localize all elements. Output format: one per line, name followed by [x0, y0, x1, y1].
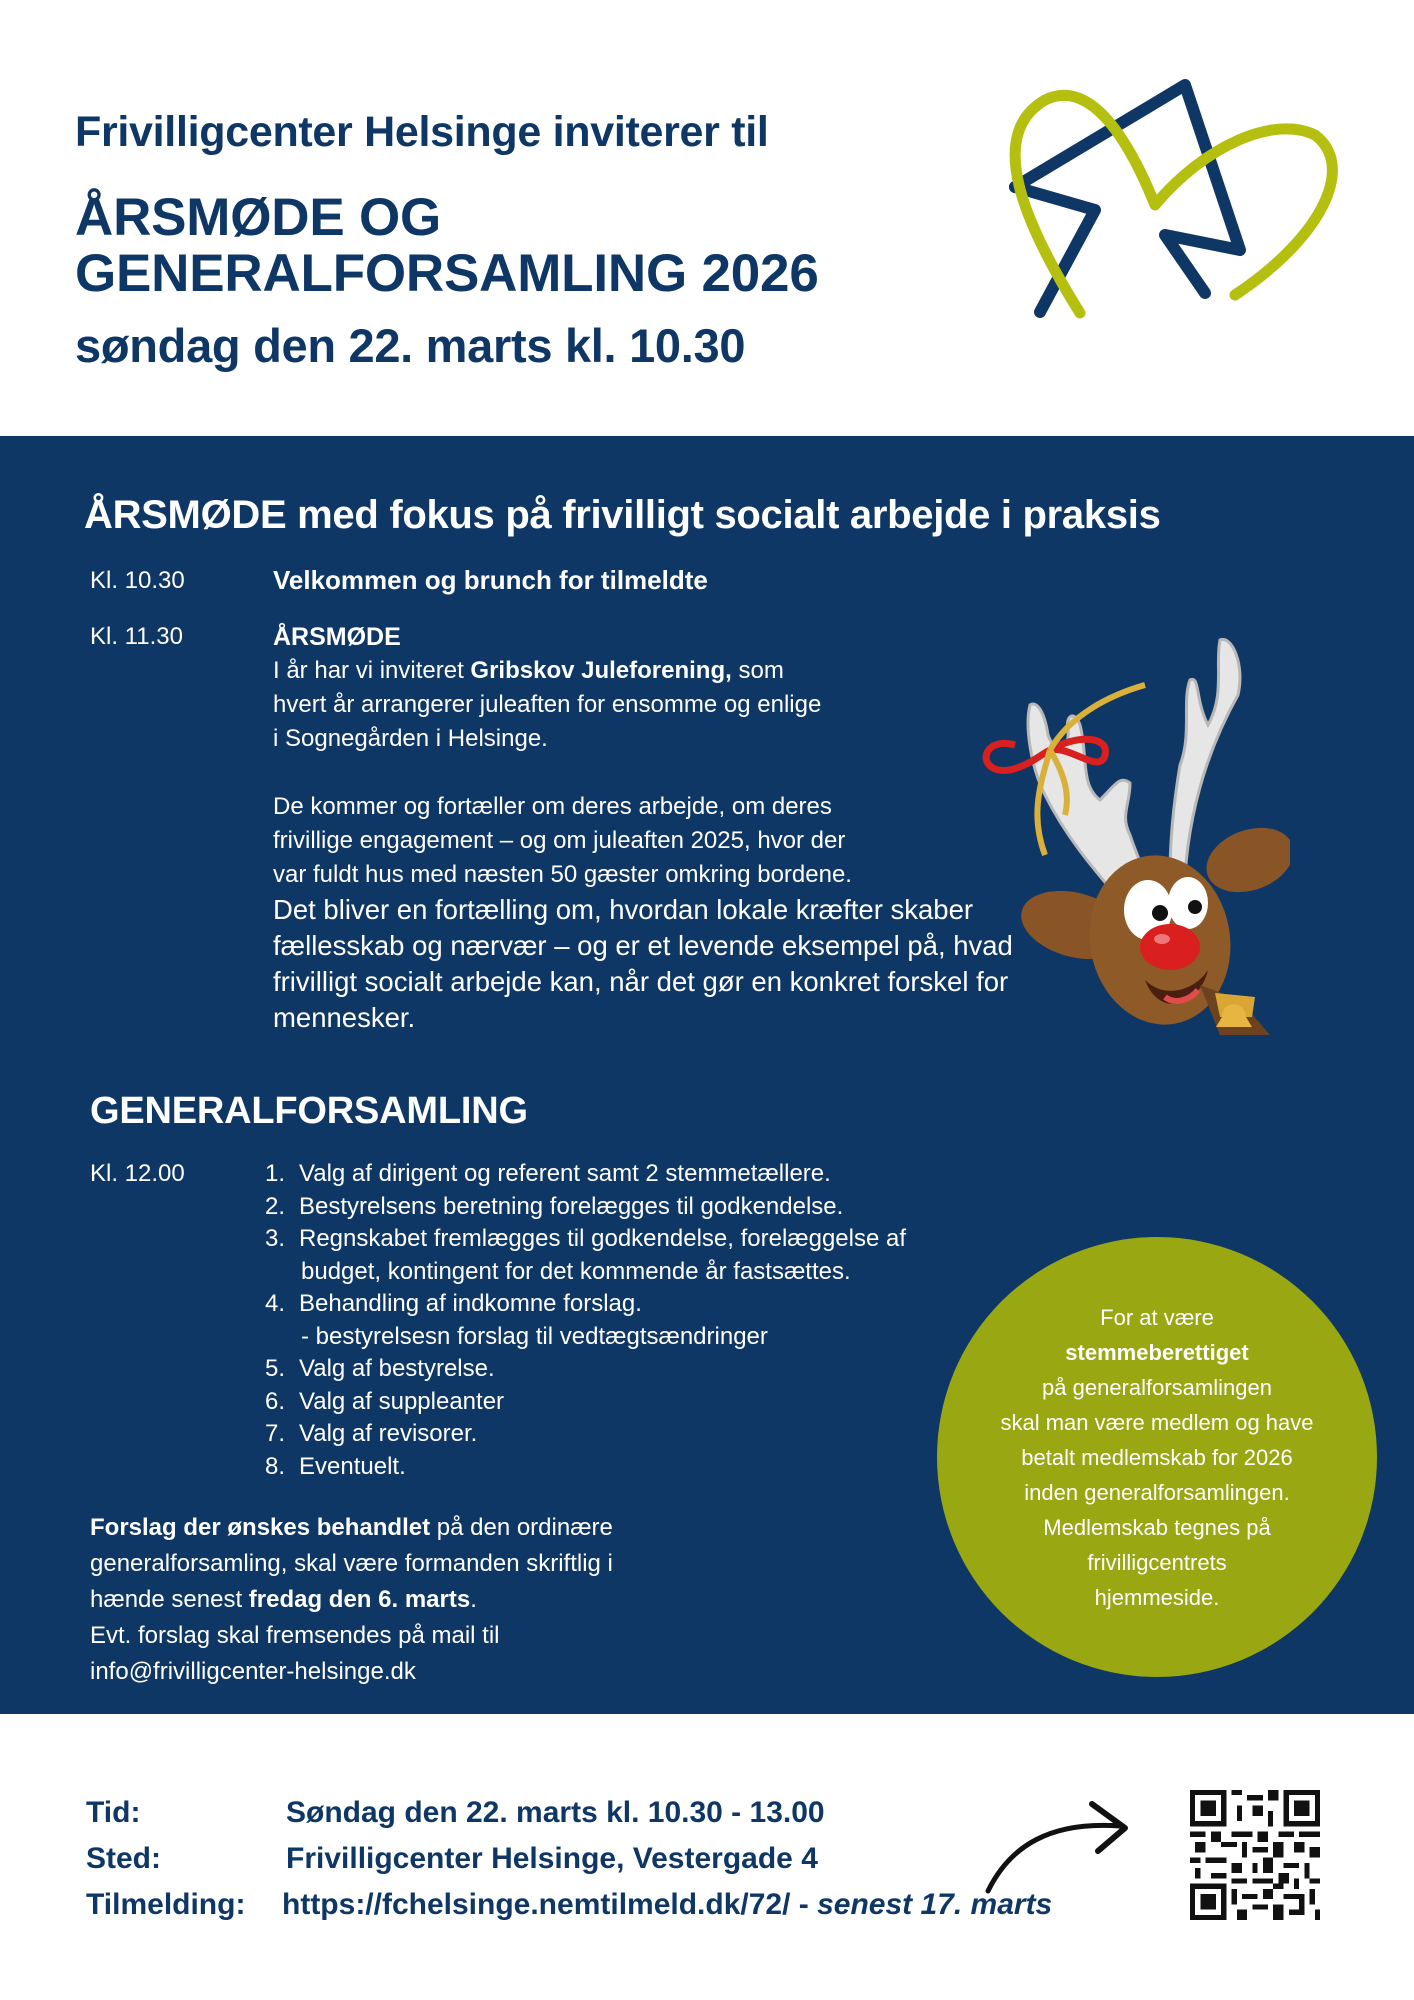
intro-text: Frivilligcenter Helsinge inviterer til [75, 108, 769, 156]
text: Medlemskab tegnes på [1043, 1514, 1271, 1540]
agenda-item: 6. Valg af suppleanter [265, 1387, 505, 1415]
proposals-note [90, 1510, 730, 1690]
agenda-item: 5. Valg af bestyrelse. [265, 1355, 495, 1382]
text: betalt medlemskab for 2026 [1021, 1444, 1293, 1470]
agenda-item: 7. Valg af revisorer. [265, 1420, 478, 1447]
agenda-item: 8. Eventuelt. [265, 1452, 406, 1480]
text: skal man være medlem og have [1000, 1409, 1314, 1435]
text: var fuldt hus med næsten 50 gæster omkring bordene. [273, 861, 852, 888]
agenda-item: 2. Bestyrelsens beretning forelægges til godkendelse. [265, 1192, 844, 1220]
arsmode-heading: ÅRSMØDE med fokus på frivilligt socialt arbejde i praksis [84, 493, 1161, 537]
info-row-signup [86, 1882, 1052, 1928]
value: Søndag den 22. marts kl. 10.30 - 13.00 [286, 1796, 825, 1829]
agenda-item: 4. Behandling af indkomne forslag. [265, 1290, 642, 1317]
info-row-place [86, 1836, 1052, 1882]
agenda-list [265, 1158, 1025, 1483]
email-link[interactable]: info@frivilligcenter-helsinge.dk [90, 1658, 416, 1685]
reindeer-icon [970, 625, 1290, 1035]
text: . [470, 1586, 477, 1613]
agenda-item: 3. Regnskabet fremlægges til godkendelse, forelæggelse af [265, 1225, 907, 1252]
curved-arrow-icon [980, 1796, 1140, 1906]
time-label: Kl. 11.30 [90, 623, 183, 650]
generalforsamling-heading: GENERALFORSAMLING [90, 1090, 528, 1132]
heart-arrow-logo-icon [985, 75, 1355, 365]
text: hjemmeside. [1094, 1584, 1220, 1610]
page-title [75, 190, 819, 302]
text: på generalforsamlingen [1042, 1374, 1272, 1400]
text: hvert år arrangerer juleaften for ensomme og enlige [273, 691, 822, 718]
title-line-2: GENERALFORSAMLING 2026 [75, 244, 819, 303]
text: generalforsamling, skal være formanden skriftlig i [90, 1550, 613, 1577]
label: Sted: [86, 1842, 161, 1875]
text: frivillige engagement – og om juleaften 2025, hvor der [273, 827, 846, 854]
text: i Sognegården i Helsinge. [273, 725, 548, 752]
agenda-item-continuation: - bestyrelsesn forslag til vedtægtsændringer [301, 1322, 768, 1350]
time-label: Kl. 10.30 [90, 567, 185, 594]
event-date: søndag den 22. marts kl. 10.30 [75, 319, 746, 372]
label: Tid: [86, 1796, 141, 1829]
text: som [731, 657, 784, 684]
arsmode-subheading: ÅRSMØDE [273, 623, 401, 651]
welcome-item: Velkommen og brunch for tilmeldte [273, 565, 708, 595]
info-row-time [86, 1790, 1052, 1836]
event-info [86, 1790, 1052, 1928]
text: på den ordinære [430, 1514, 613, 1541]
text: hænde senest [90, 1586, 249, 1613]
text: De kommer og fortæller om deres arbejde, om deres [273, 793, 832, 820]
text: Forslag der ønskes behandlet [90, 1514, 431, 1541]
separator: - [790, 1888, 818, 1921]
label: Tilmelding: [86, 1888, 246, 1921]
text: mennesker. [273, 1002, 416, 1033]
agenda-item: 1. Valg af dirigent og referent samt 2 stemmetællere. [265, 1160, 831, 1187]
agenda-item-continuation: budget, kontingent for det kommende år fastsættes. [301, 1257, 851, 1285]
text: inden generalforsamlingen. [1024, 1479, 1290, 1505]
text: frivilligt socialt arbejde kan, når det gør en konkret forskel for [273, 966, 1009, 997]
voting-rights-circle [937, 1237, 1377, 1677]
deadline: fredag den 6. marts [248, 1586, 471, 1613]
text: Evt. forslag skal fremsendes på mail til [90, 1622, 500, 1649]
title-line-1: ÅRSMØDE OG [75, 188, 442, 247]
guest-name: Gribskov Juleforening, [470, 657, 732, 684]
text: frivilligcentrets [1087, 1549, 1227, 1575]
text: fællesskab og nærvær – og er et levende eksempel på, hvad [273, 930, 1013, 961]
text: For at være [1100, 1304, 1214, 1330]
signup-link[interactable]: https://fchelsinge.nemtilmeld.dk/72/ [282, 1888, 791, 1921]
text: Det bliver en fortælling om, hvordan lokale kræfter skaber [273, 894, 974, 925]
signup-deadline: senest 17. marts [817, 1888, 1053, 1921]
text: I år har vi inviteret [273, 657, 471, 684]
text: stemmeberettiget [1065, 1339, 1249, 1365]
time-label: Kl. 12.00 [90, 1160, 185, 1187]
qr-code-icon[interactable] [1190, 1790, 1320, 1920]
value: Frivilligcenter Helsinge, Vestergade 4 [286, 1842, 818, 1875]
